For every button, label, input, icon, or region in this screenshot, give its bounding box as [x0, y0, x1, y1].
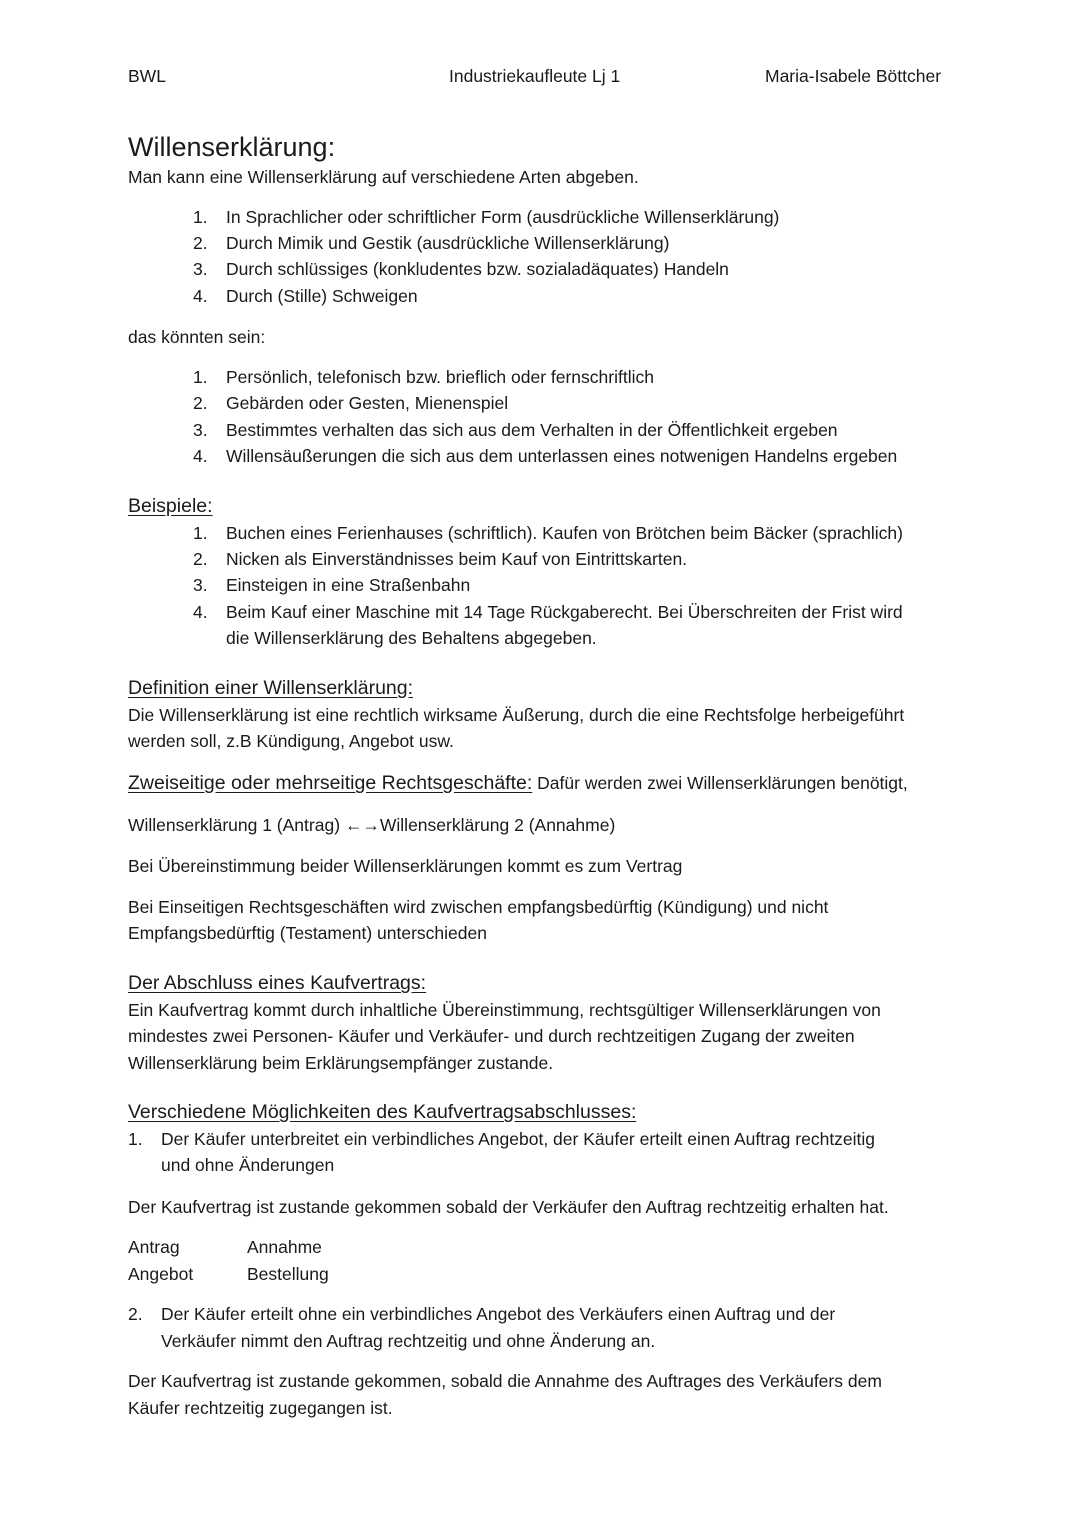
header-author: Maria-Isabele Böttcher: [765, 66, 942, 86]
two-sided-paragraph: [128, 770, 908, 796]
list-item: Durch schlüssiges (konkludentes bzw. sozialadäquates) Handeln: [226, 259, 729, 279]
list-marker: 1.: [128, 1129, 143, 1149]
option2-result: Käufer rechtzeitig zugegangen ist.: [128, 1398, 393, 1418]
list-marker: 2.: [128, 1304, 143, 1324]
list-item: Buchen eines Ferienhauses (schriftlich). Kaufen von Brötchen beim Bäcker (sprachlich): [226, 523, 903, 543]
options-heading: Verschiedene Möglichkeiten des Kaufvertragsabschlusses:: [128, 1101, 637, 1123]
option1-result: Der Kaufvertrag ist zustande gekommen sobald der Verkäufer den Auftrag rechtzeitig erhalten hat.: [128, 1197, 889, 1217]
list-item: Persönlich, telefonisch bzw. brieflich oder fernschriftlich: [226, 367, 654, 387]
list-item: Willensäußerungen die sich aus dem unterlassen eines notwenigen Handelns ergeben: [226, 446, 898, 466]
list-marker: 1.: [193, 367, 208, 387]
header-course: Industriekaufleute Lj 1: [449, 66, 621, 86]
agreement-line: Bei Übereinstimmung beider Willenserklärungen kommt es zum Vertrag: [128, 856, 683, 876]
list-marker: 3.: [193, 575, 208, 595]
option2-result: Der Kaufvertrag ist zustande gekommen, sobald die Annahme des Auftrages des Verkäufers dem: [128, 1371, 882, 1391]
definition-heading: Definition einer Willenserklärung:: [128, 677, 414, 699]
definition-text: Die Willenserklärung ist eine rechtlich wirksame Äußerung, durch die eine Rechtsfolge herbeigeführt: [128, 705, 905, 725]
two-sided-heading: Zweiseitige oder mehrseitige Rechtsgeschäfte:: [128, 772, 533, 794]
conclusion-heading: Der Abschluss eines Kaufvertrags:: [128, 972, 427, 994]
list-item: Einsteigen in eine Straßenbahn: [226, 575, 471, 595]
list-item-continuation: Verkäufer nimmt den Auftrag rechtzeitig und ohne Änderung an.: [161, 1331, 656, 1351]
list-item-continuation: und ohne Änderungen: [161, 1155, 335, 1175]
list-marker: 3.: [193, 259, 208, 279]
pair-left: Antrag: [128, 1237, 180, 1257]
list-marker: 1.: [193, 207, 208, 227]
list-item: Bestimmtes verhalten das sich aus dem Verhalten in der Öffentlichkeit ergeben: [226, 420, 838, 440]
list-marker: 2.: [193, 393, 208, 413]
two-sided-text: Dafür werden zwei Willenserklärungen benötigt,: [532, 773, 908, 793]
list-marker: 2.: [193, 233, 208, 253]
conclusion-text: Ein Kaufvertrag kommt durch inhaltliche Übereinstimmung, rechtsgültiger Willenserklärungen von: [128, 1000, 881, 1020]
list-item: Durch Mimik und Gestik (ausdrückliche Willenserklärung): [226, 233, 670, 253]
pair-right: Bestellung: [247, 1264, 329, 1284]
one-sided-text: Empfangsbedürftig (Testament) unterschieden: [128, 923, 487, 943]
conclusion-text: Willenserklärung beim Erklärungsempfänger zustande.: [128, 1053, 554, 1073]
list-item: Nicken als Einverständnisses beim Kauf von Eintrittskarten.: [226, 549, 688, 569]
page-title: Willenserklärung:: [128, 132, 336, 162]
exchange-line: Willenserklärung 1 (Antrag) ←→Willenserklärung 2 (Annahme): [128, 815, 616, 835]
list-marker: 3.: [193, 420, 208, 440]
list-marker: 4.: [193, 446, 208, 466]
list-marker: 2.: [193, 549, 208, 569]
one-sided-text: Bei Einseitigen Rechtsgeschäften wird zwischen empfangsbedürftig (Kündigung) und nicht: [128, 897, 829, 917]
pair-right: Annahme: [247, 1237, 322, 1257]
list-item: Beim Kauf einer Maschine mit 14 Tage Rückgaberecht. Bei Überschreiten der Frist wird: [226, 602, 903, 622]
list-marker: 1.: [193, 523, 208, 543]
list-item-continuation: die Willenserklärung des Behaltens abgegeben.: [226, 628, 597, 648]
list-item: Durch (Stille) Schweigen: [226, 286, 418, 306]
conclusion-text: mindestes zwei Personen- Käufer und Verkäufer- und durch rechtzeitigen Zugang der zweiten: [128, 1026, 855, 1046]
list-item: Der Käufer unterbreitet ein verbindliches Angebot, der Käufer erteilt einen Auftrag rechtzeitig: [161, 1129, 876, 1149]
header-subject: BWL: [128, 66, 166, 86]
list-marker: 4.: [193, 602, 208, 622]
pair-left: Angebot: [128, 1264, 194, 1284]
intro-text: Man kann eine Willenserklärung auf verschiedene Arten abgeben.: [128, 167, 639, 187]
list-marker: 4.: [193, 286, 208, 306]
examples-heading: Beispiele:: [128, 495, 213, 517]
list-item: In Sprachlicher oder schriftlicher Form (ausdrückliche Willenserklärung): [226, 207, 780, 227]
list-item: Gebärden oder Gesten, Mienenspiel: [226, 393, 509, 413]
could-be-label: das könnten sein:: [128, 327, 266, 347]
list-item: Der Käufer erteilt ohne ein verbindliches Angebot des Verkäufers einen Auftrag und der: [161, 1304, 836, 1324]
definition-text: werden soll, z.B Kündigung, Angebot usw.: [128, 731, 454, 751]
